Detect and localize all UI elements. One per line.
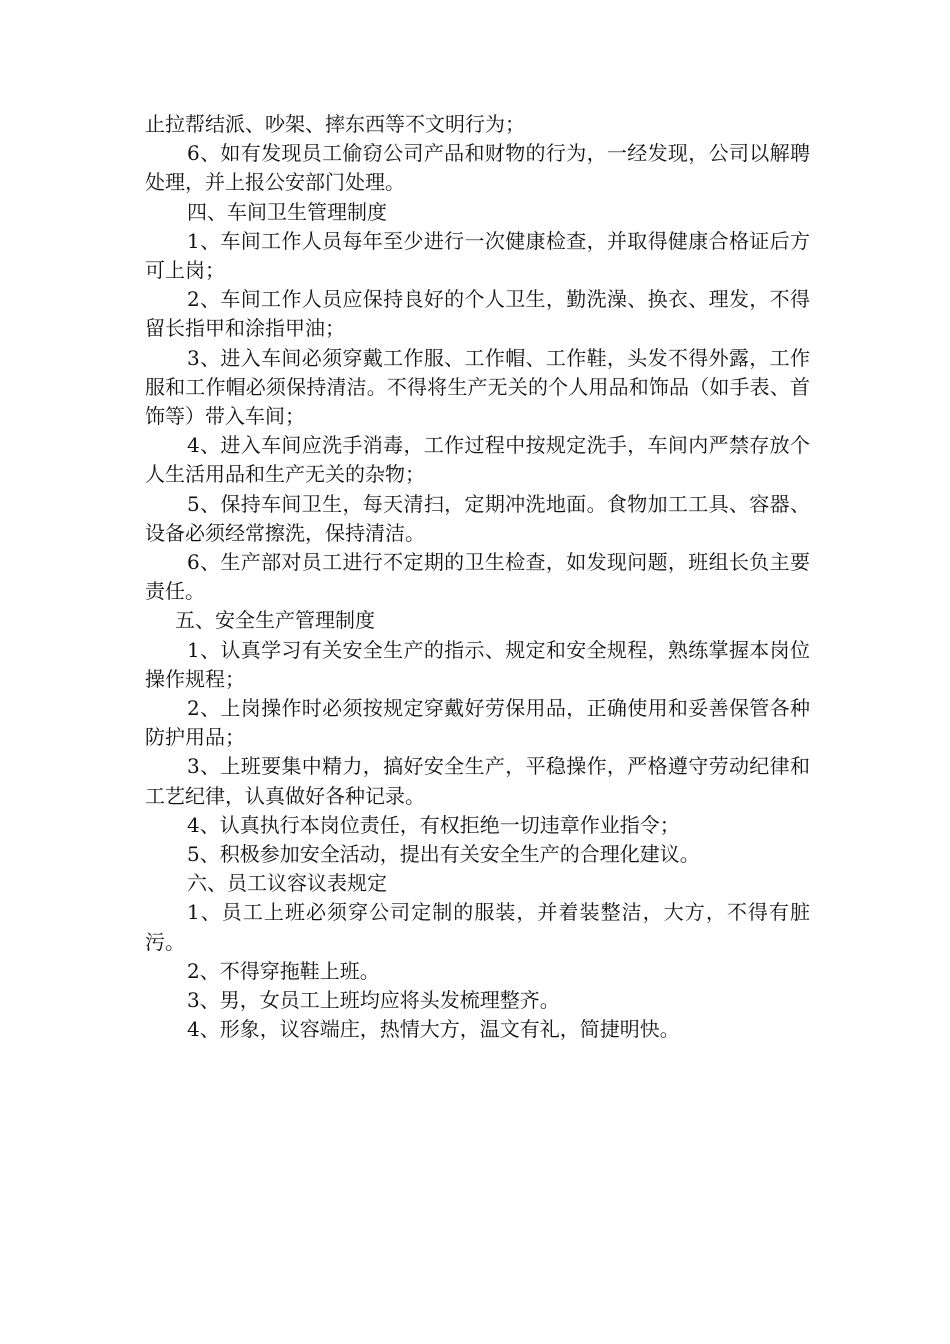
paragraph-item: 1、认真学习有关安全生产的指示、规定和安全规程，熟练掌握本岗位操作规程；	[145, 637, 810, 691]
paragraph-item: 5、保持车间卫生，每天清扫，定期冲洗地面。食物加工工具、容器、设备必须经常擦洗，保持清洁。	[145, 491, 810, 545]
paragraph-item: 1、员工上班必须穿公司定制的服装，并着装整洁，大方，不得有脏污。	[145, 900, 810, 954]
document-body	[145, 110, 810, 1045]
paragraph-item: 4、认真执行本岗位责任，有权拒绝一切违章作业指令；	[187, 812, 680, 837]
section-heading: 六、员工议容议表规定	[187, 871, 387, 896]
section-heading: 四、车间卫生管理制度	[187, 199, 387, 224]
paragraph-item: 5、积极参加安全活动，提出有关安全生产的合理化建议。	[187, 842, 700, 867]
paragraph-item: 2、车间工作人员应保持良好的个人卫生，勤洗澡、换衣、理发，不得留长指甲和涂指甲油；	[145, 287, 810, 341]
paragraph-item: 3、上班要集中精力，搞好安全生产，平稳操作，严格遵守劳动纪律和工艺纪律，认真做好各种记录。	[145, 754, 810, 808]
paragraph-item: 2、不得穿拖鞋上班。	[187, 958, 380, 983]
paragraph-item: 2、上岗操作时必须按规定穿戴好劳保用品，正确使用和妥善保管各种防护用品；	[145, 696, 810, 750]
paragraph-item: 4、形象，议容端庄，热情大方，温文有礼，简捷明快。	[187, 1017, 680, 1042]
paragraph-item: 6、如有发现员工偷窃公司产品和财物的行为，一经发现，公司以解聘处理，并上报公安部门处理。	[145, 141, 810, 195]
paragraph-item: 3、男，女员工上班均应将头发梳理整齐。	[187, 988, 560, 1013]
paragraph-item: 3、进入车间必须穿戴工作服、工作帽、工作鞋，头发不得外露，工作服和工作帽必须保持清洁。不得将生产无关的个人用品和饰品（如手表、首饰等）带入车间；	[145, 345, 810, 429]
paragraph-item: 4、进入车间应洗手消毒，工作过程中按规定洗手，车间内严禁存放个人生活用品和生产无关的杂物；	[145, 433, 810, 487]
paragraph-item: 6、生产部对员工进行不定期的卫生检查，如发现问题，班组长负主要责任。	[145, 550, 810, 604]
paragraph-continuation: 止拉帮结派、吵架、摔东西等不文明行为；	[145, 112, 525, 136]
paragraph-item: 1、车间工作人员每年至少进行一次健康检查，并取得健康合格证后方可上岗；	[145, 228, 810, 283]
section-heading: 五、安全生产管理制度	[175, 608, 375, 633]
